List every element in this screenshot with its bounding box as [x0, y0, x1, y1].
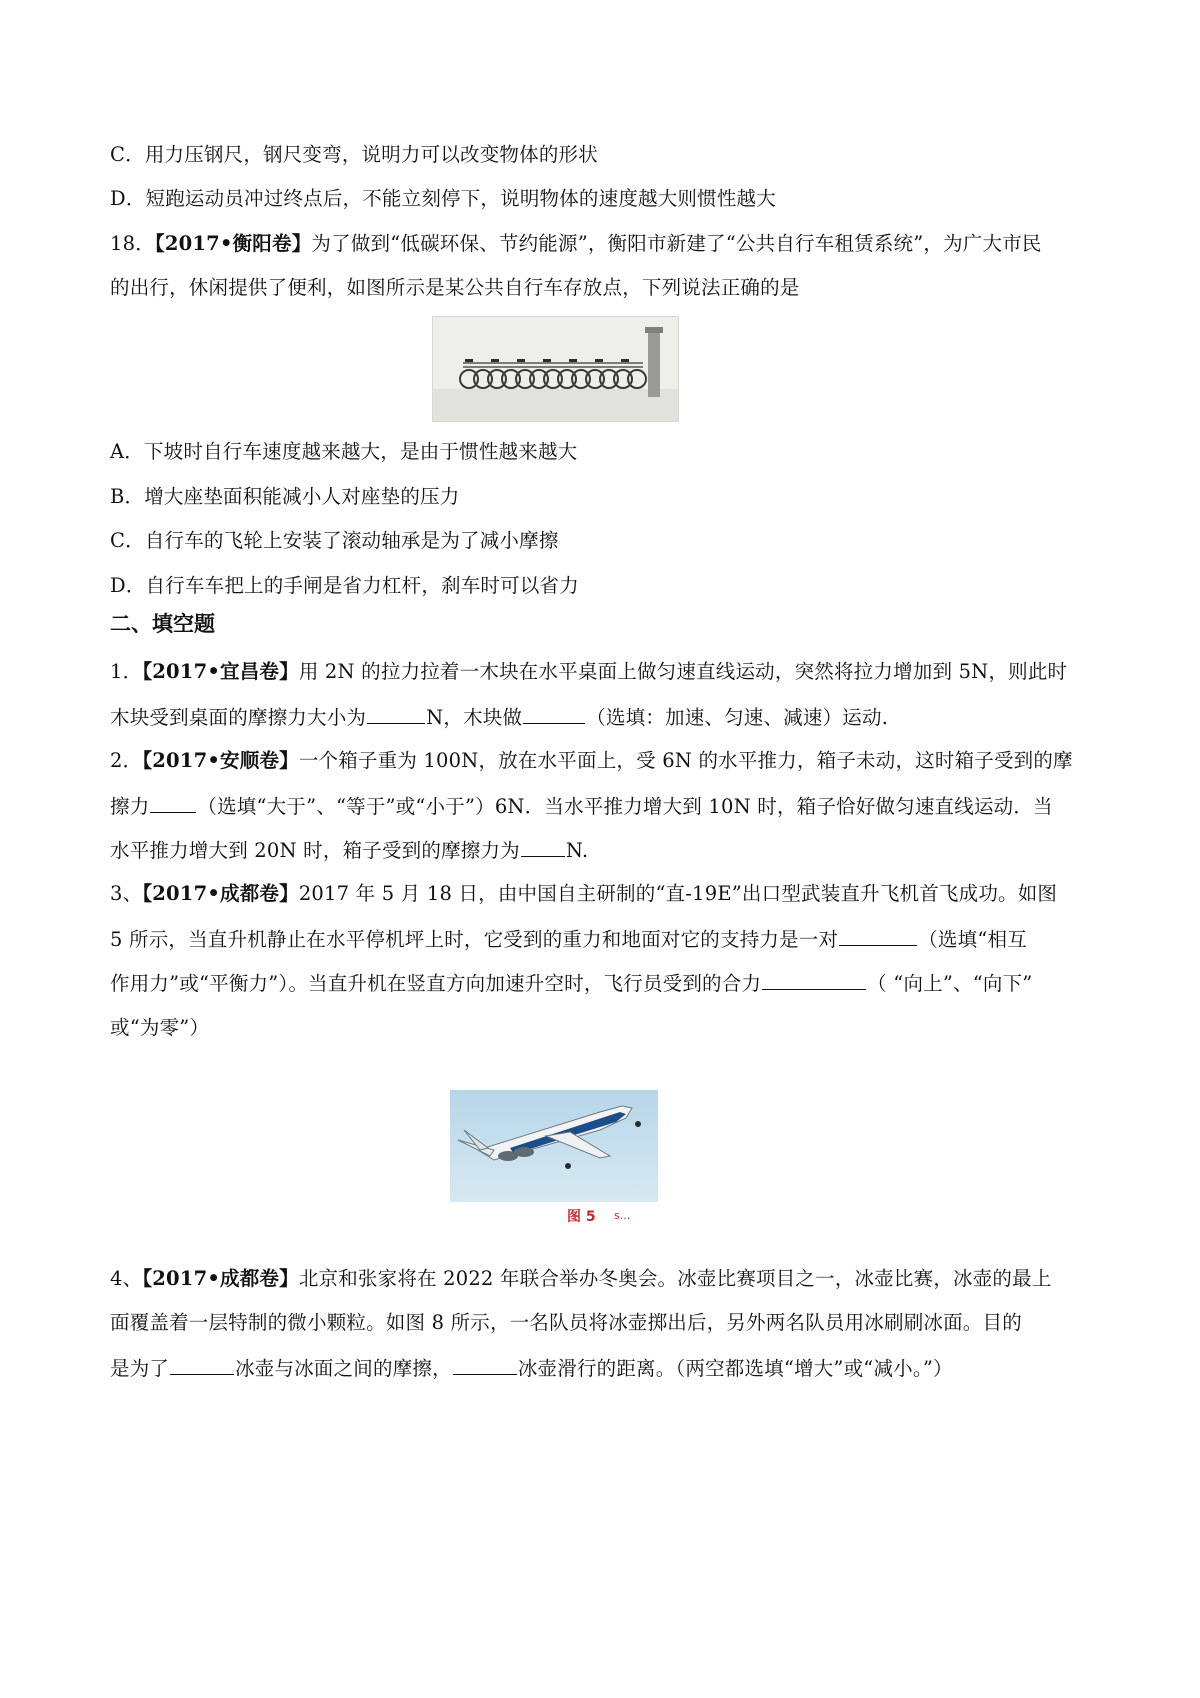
fill3-text2a: 5 所示，当直升机静止在水平停机坪上时，它受到的重力和地面对它的支持力是一对 — [110, 928, 839, 951]
fill4-line2: 面覆盖着一层特制的微小颗粒。如图 8 所示，一名队员将冰壶掷出后，另外两名队员用冰刷刷冰面。目的 — [110, 1311, 1022, 1334]
fill1-blank2[interactable] — [523, 703, 585, 724]
q17-option-d: D．短跑运动员冲过终点后，不能立刻停下，说明物体的速度越大则惯性越大 — [110, 187, 776, 210]
q18-option-d: D．自行车车把上的手闸是省力杠杆，刹车时可以省力 — [110, 574, 579, 597]
fill3-line2 — [110, 925, 1027, 954]
fill1-line1 — [110, 658, 1067, 686]
fill2-text2a: 擦力 — [110, 795, 150, 818]
fill3-blank1[interactable] — [839, 925, 917, 946]
fill3-line3 — [110, 969, 1032, 998]
fill4-text1: 北京和张家将在 2022 年联合举办冬奥会。冰壶比赛项目之一，冰壶比赛，冰壶的最上 — [298, 1267, 1052, 1290]
fill1-text2b: N，木块做 — [426, 706, 523, 729]
fill1-line2 — [110, 703, 888, 732]
fill2-blank2[interactable] — [521, 836, 565, 857]
fill1-text2a: 木块受到桌面的摩擦力大小为 — [110, 706, 367, 729]
fill3-line4: 或“为零”） — [110, 1016, 210, 1039]
aircraft-illustration — [450, 1090, 658, 1202]
fill3-line1 — [110, 880, 1057, 908]
fill2-line2 — [110, 792, 1053, 821]
fill3-text3b: （ “向上”、“向下” — [867, 972, 1033, 995]
q18-stem-text: 为了做到“低碳环保、节约能源”，衡阳市新建了“公共自行车租赁系统”，为广大市民 — [311, 232, 1042, 255]
fill4-blank2[interactable] — [453, 1354, 517, 1375]
fill4-number: 4、 — [110, 1267, 143, 1290]
fill1-blank1[interactable] — [367, 703, 425, 724]
fill1-source: 【2017•宜昌卷】 — [142, 660, 299, 683]
fill2-text3b: N. — [565, 839, 589, 862]
fill3-text3a: 作用力”或“平衡力”）。当直升机在竖直方向加速升空时，飞行员受到的合力 — [110, 972, 762, 995]
figure5-caption-extra: s... — [614, 1209, 631, 1222]
section-title-fill-in: 二、填空题 — [110, 612, 215, 636]
q18-number: 18． — [110, 232, 155, 255]
fill2-number: 2． — [110, 749, 143, 772]
q18-source: 【2017•衡阳卷】 — [154, 232, 312, 255]
q18-stem-line1 — [110, 230, 1042, 258]
fill2-line1 — [110, 747, 1073, 775]
fill2-text2b: （选填“大于”、“等于”或“小于”）6N．当水平推力增大到 10N 时，箱子恰好做匀速直线运动．当 — [197, 795, 1053, 818]
fill3-text2b: （选填“相互 — [918, 928, 1027, 951]
fill4-text3c: 冰壶滑行的距离。（两空都选填“增大”或“减小。”） — [517, 1357, 953, 1380]
helicopter-figure-image — [450, 1090, 658, 1202]
q18-option-c: C．自行车的飞轮上安装了滚动轴承是为了减小摩擦 — [110, 529, 559, 552]
fill4-text3a: 是为了 — [110, 1357, 170, 1380]
fill3-source: 【2017•成都卷】 — [142, 882, 299, 905]
fill1-text2c: （选填：加速、匀速、减速）运动. — [586, 706, 889, 729]
q18-option-a: A．下坡时自行车速度越来越大，是由于惯性越来越大 — [110, 440, 578, 463]
fill3-number: 3、 — [110, 882, 143, 905]
bicycle-parking-image — [432, 316, 679, 422]
fill4-blank1[interactable] — [170, 1354, 234, 1375]
fill4-source: 【2017•成都卷】 — [142, 1267, 299, 1290]
figure5-caption: 图 5 — [567, 1209, 596, 1225]
fill2-line3 — [110, 836, 588, 865]
fill4-line1 — [110, 1265, 1052, 1293]
fill4-line3 — [110, 1354, 953, 1383]
bicycle-rack-illustration — [433, 317, 678, 421]
fill2-text3a: 水平推力增大到 20N 时，箱子受到的摩擦力为 — [110, 839, 520, 862]
fill1-text1: 用 2N 的拉力拉着一木块在水平桌面上做匀速直线运动，突然将拉力增加到 5N，则此时 — [298, 660, 1068, 683]
q18-stem-line2: 的出行，休闲提供了便利，如图所示是某公共自行车存放点，下列说法正确的是 — [110, 276, 800, 299]
fill3-blank2[interactable] — [762, 969, 866, 990]
fill2-text1: 一个箱子重为 100N，放在水平面上，受 6N 的水平推力，箱子未动，这时箱子受到的摩 — [298, 749, 1073, 772]
q17-option-c: C．用力压钢尺，钢尺变弯，说明力可以改变物体的形状 — [110, 143, 598, 166]
fill4-text3b: 冰壶与冰面之间的摩擦， — [235, 1357, 452, 1380]
fill2-source: 【2017•安顺卷】 — [142, 749, 299, 772]
q18-option-b: B．增大座垫面积能减小人对座垫的压力 — [110, 485, 460, 508]
fill1-number: 1． — [110, 660, 143, 683]
fill2-blank1[interactable] — [150, 792, 196, 813]
fill3-text1: 2017 年 5 月 18 日，由中国自主研制的“直-19E”出口型武装直升飞机首飞成功。如图 — [298, 882, 1058, 905]
